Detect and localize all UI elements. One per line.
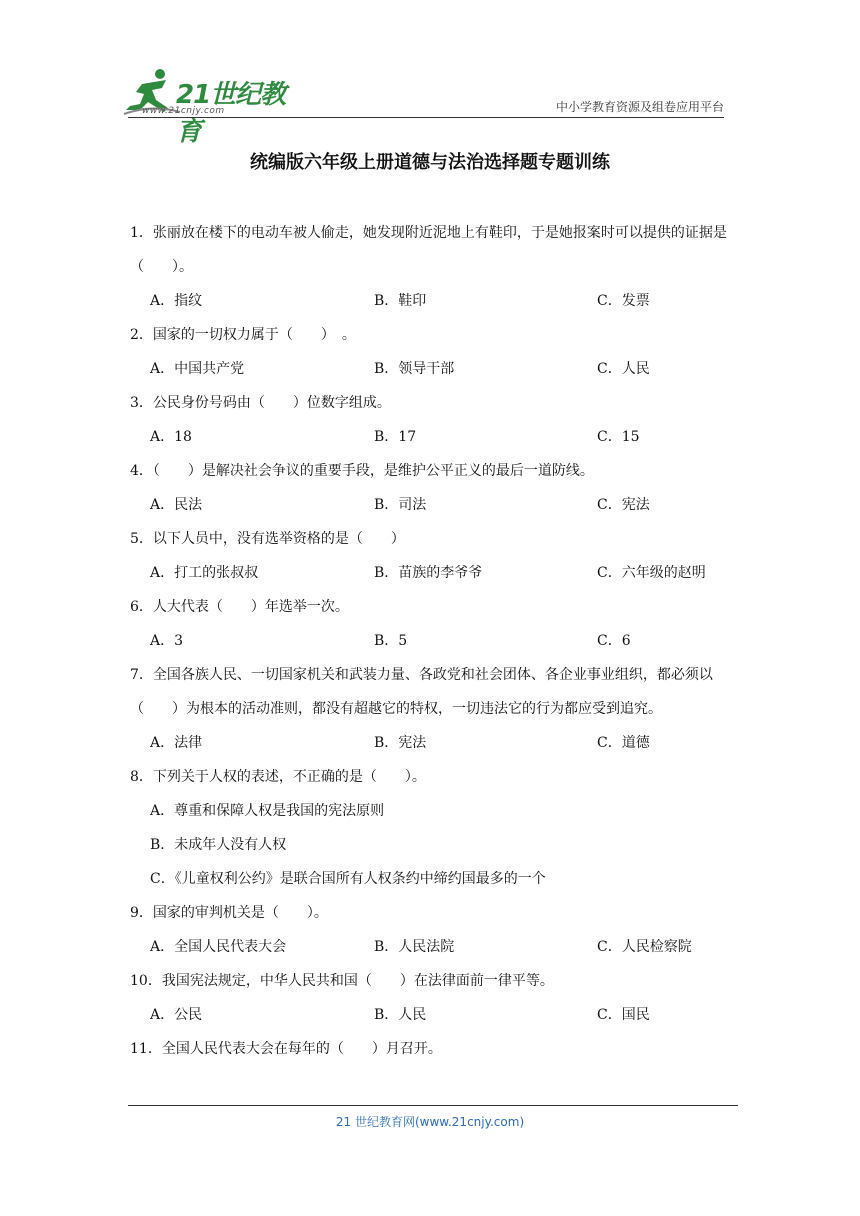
option-b: B．人民法院 [374, 939, 455, 955]
question-stem: 9．国家的审判机关是（ ）。 [130, 905, 328, 921]
option-row [130, 556, 730, 590]
option-row [130, 624, 730, 658]
question-11 [130, 1032, 730, 1066]
option-b: B．5 [374, 633, 408, 649]
option-b: B．17 [374, 429, 417, 445]
question-stem: 6．人大代表（ ）年选举一次。 [130, 599, 349, 615]
option-b: B．未成年人没有人权 [150, 837, 287, 853]
option-a: A．公民 [150, 1007, 203, 1023]
option-row [130, 284, 730, 318]
question-4 [130, 454, 730, 522]
question-stem: 10．我国宪法规定，中华人民共和国（ ）在法律面前一律平等。 [130, 973, 554, 989]
option-c: C．道德 [597, 735, 650, 751]
question-stem: 5．以下人员中，没有选举资格的是（ ） [130, 531, 405, 547]
option-a: A．指纹 [150, 293, 203, 309]
option-a: A．全国人民代表大会 [150, 939, 287, 955]
option-c: C．六年级的赵明 [597, 565, 706, 581]
option-row [130, 930, 730, 964]
question-10 [130, 964, 730, 1032]
platform-tagline: 中小学教育资源及组卷应用平台 [555, 100, 724, 114]
option-b: B．人民 [374, 1007, 427, 1023]
option-a: A．中国共产党 [150, 361, 245, 377]
option-b: B．宪法 [374, 735, 427, 751]
question-stem: 4．（ ）是解决社会争议的重要手段，是维护公平正义的最后一道防线。 [130, 463, 594, 479]
option-row [130, 420, 730, 454]
option-a: A．3 [150, 633, 184, 649]
option-c: C．人民检察院 [597, 939, 692, 955]
option-c: C．发票 [597, 293, 650, 309]
question-6 [130, 590, 730, 658]
option-row [130, 488, 730, 522]
option-c: C．6 [597, 633, 631, 649]
logo-text: 21世纪教育 [176, 80, 286, 147]
question-8 [130, 760, 730, 896]
option-row [130, 998, 730, 1032]
option-b: B．司法 [374, 497, 427, 513]
document-title: 统编版六年级上册道德与法治选择题专题训练 [250, 152, 610, 173]
question-2 [130, 318, 730, 386]
question-list [130, 216, 730, 1066]
page-header [0, 0, 860, 147]
question-1 [130, 216, 730, 318]
question-7 [130, 658, 730, 760]
question-stem: 1．张丽放在楼下的电动车被人偷走，她发现附近泥地上有鞋印，于是她报案时可以提供的证据是（ ）。 [130, 225, 727, 275]
option-b: B．鞋印 [374, 293, 427, 309]
option-a: A．18 [150, 429, 192, 445]
option-a: A．尊重和保障人权是我国的宪法原则 [150, 803, 385, 819]
option-row [130, 352, 730, 386]
option-a: A．法律 [150, 735, 203, 751]
question-stem: 7．全国各族人民、一切国家机关和武装力量、各政党和社会团体、各企业事业组织，都必须以（ ）为根本的活动准则，都没有超越它的特权，一切违法它的行为都应受到追究。 [130, 667, 713, 717]
question-5 [130, 522, 730, 590]
question-stem: 8．下列关于人权的表述，不正确的是（ ）。 [130, 769, 426, 785]
site-logo[interactable] [122, 66, 292, 147]
logo-url: www.21cnjy.com [142, 106, 225, 116]
header-divider [128, 117, 724, 118]
option-b: B．领导干部 [374, 361, 455, 377]
option-c: C．宪法 [597, 497, 650, 513]
option-c: C．15 [597, 429, 640, 445]
option-c: C．《儿童权利公约》是联合国所有人权条约中缔约国最多的一个 [150, 871, 546, 887]
option-c: C．国民 [597, 1007, 650, 1023]
question-9 [130, 896, 730, 964]
option-b: B．苗族的李爷爷 [374, 565, 483, 581]
question-stem: 2．国家的一切权力属于（ ） 。 [130, 327, 356, 343]
question-stem: 11．全国人民代表大会在每年的（ ）月召开。 [130, 1041, 442, 1057]
option-a: A．民法 [150, 497, 203, 513]
question-3 [130, 386, 730, 454]
option-c: C．人民 [597, 361, 650, 377]
footer-divider [128, 1105, 738, 1106]
question-stem: 3．公民身份号码由（ ）位数字组成。 [130, 395, 391, 411]
option-a: A．打工的张叔叔 [150, 565, 259, 581]
footer-link[interactable]: 21 世纪教育网(www.21cnjy.com) [335, 1115, 525, 1129]
option-row [130, 726, 730, 760]
